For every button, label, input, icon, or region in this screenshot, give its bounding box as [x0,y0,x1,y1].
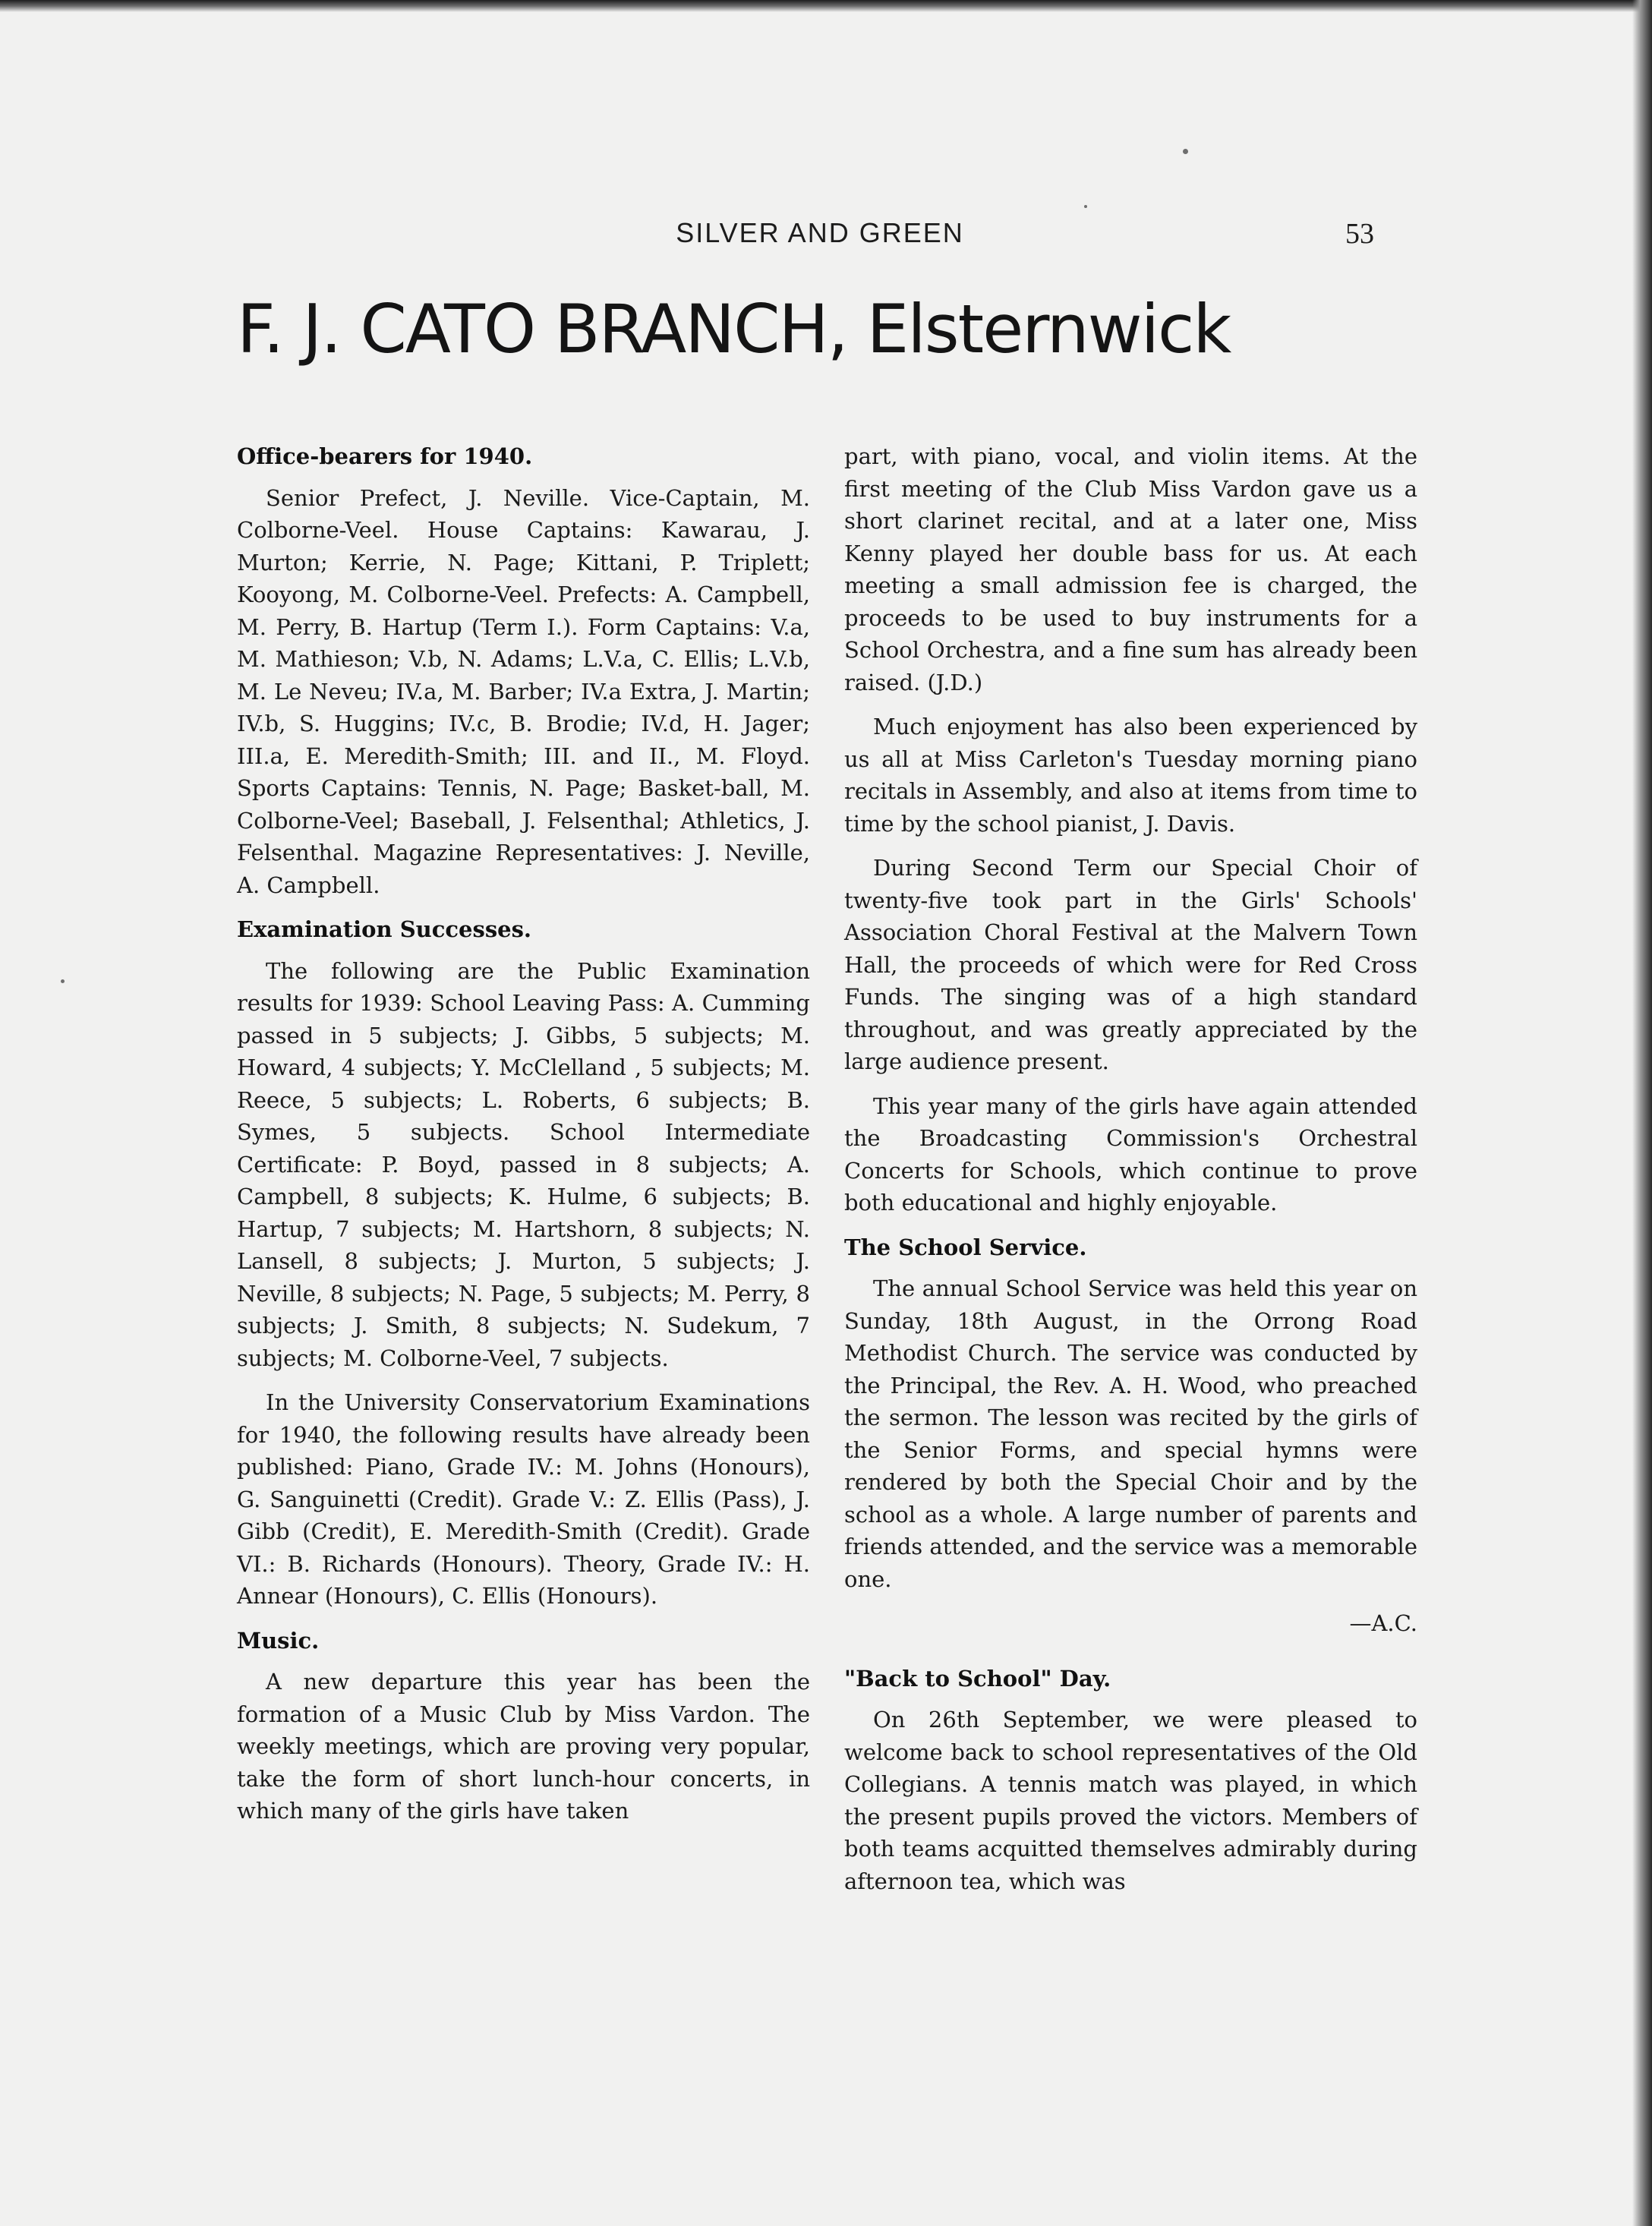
page-number: 53 [1345,218,1374,250]
office-bearers-heading: Office-bearers for 1940. [237,443,533,469]
left-column [237,440,810,1840]
school-service-paragraph: The annual School Service was held this year on Sunday, 18th August, in the Orrong Road Methodist Church. The service was conducted by the Principal, the Rev. A. H. Wood, who preached the sermon. The lesson was recited by the girls of the Senior Forms, and special hymns were rendered by both the Special Choir and by the school as a whole. A large number of parents and friends attended, and the service was a memorable one. [844,1275,1417,1592]
page-right-edge-shadow [1632,0,1652,2226]
piano-recitals-paragraph: Much enjoyment has also been experienced by us all at Miss Carleton's Tuesday morning piano recitals in Assembly, and also at items from time to time by the school pianist, J. Davis. [844,714,1417,837]
choral-festival-paragraph: During Second Term our Special Choir of twenty-five took part in the Girls' Schools' Association Choral Festival at the Malvern Town Hall, the proceeds of which were for Red Cross Funds. The singing was of a high standard throughout, and was greatly appreciated by the large audience present. [844,855,1417,1074]
right-column [844,440,1417,1909]
examination-results-paragraph: The following are the Public Examination results for 1939: School Leaving Pass: A. Cumming passed in 5 subjects; J. Gibbs, 5 subjects; M. Howard, 4 subjects; Y. McClelland , 5 subjects; M. Reece, 5 subjects; L. Roberts, 6 subjects; B. Symes, 5 subjects. School Intermediate Certificate: P. Boyd, passed in 8 subjects; A. Campbell, 8 subjects; K. Hulme, 6 subjects; B. Hartup, 7 subjects; M. Hartshorn, 8 subjects; N. Lansell, 8 subjects; J. Murton, 5 subjects; J. Neville, 8 subjects; N. Page, 5 subjects; M. Perry, 8 subjects; J. Smith, 8 subjects; N. Sudekum, 7 subjects; M. Colborne-Veel, 7 subjects. [237,957,810,1371]
back-to-school-paragraph: On 26th September, we were pleased to welcome back to school representatives of the Old Collegians. A tennis match was played, in which the present pupils proved the victors. Members of both teams acquitted themselves admirably during afternoon tea, which was [844,1707,1417,1894]
music-club-paragraph: A new departure this year has been the formation of a Music Club by Miss Vardon. The weekly meetings, which are proving very popular, take the form of short lunch-hour concerts, in which many of the girls have taken [237,1669,810,1824]
back-to-school-heading: "Back to School" Day. [844,1665,1111,1692]
music-heading: Music. [237,1627,320,1654]
running-head: SILVER AND GREEN [676,217,964,248]
conservatorium-results-paragraph: In the University Conservatorium Examinations for 1940, the following results have already been published: Piano, Grade IV.: M. Johns (Honours), G. Sanguinetti (Credit). Grade V.: Z. Ellis (Pass), J. Gibb (Credit), E. Meredith-Smith (Credit). Grade VI.: B. Richards (Honours). Theory, Grade IV.: H. Annear (Honours), C. Ellis (Honours). [237,1389,810,1609]
broadcasting-concerts-paragraph: This year many of the girls have again attended the Broadcasting Commission's Orchestral Concerts for Schools, which continue to prove both educational and highly enjoyable. [844,1093,1417,1215]
dust-speck [1183,149,1188,154]
dust-speck [1084,205,1087,208]
office-bearers-paragraph: Senior Prefect, J. Neville. Vice-Captain, M. Colborne-Veel. House Captains: Kawarau, J. Murton; Kerrie, N. Page; Kittani, P. Triplett; Kooyong, M. Colborne-Veel. Prefects: A. Campbell, M. Perry, B. Hartup (Term I.). Form Captains: V.a, M. Mathieson; V.b, N. Adams; L.V.a, C. Ellis; L.V.b, M. Le Neveu; IV.a, M. Barber; IV.a Extra, J. Martin; IV.b, S. Huggins; IV.c, B. Brodie; IV.d, H. Jager; III.a, E. Meredith-Smith; III. and II., M. Floyd. Sports Captains: Tennis, N. Page; Basket-ball, M. Colborne-Veel; Baseball, J. Felsenthal; Athletics, J. Felsenthal. Magazine Representatives: J. Neville, A. Campbell. [237,484,810,898]
school-service-signature: —A.C. [1349,1610,1417,1636]
dust-speck [61,979,65,983]
page-top-edge-shadow [0,0,1652,12]
music-club-paragraph-continued: part, with piano, vocal, and violin items. At the first meeting of the Club Miss Vardon gave us a short clarinet recital, and at a later one, Miss Kenny played her double bass for us. At each meeting a small admission fee is charged, the proceeds to be used to buy instruments for a School Orchestra, and a fine sum has already been raised. (J.D.) [844,443,1417,695]
article-title: F. J. CATO BRANCH, Elsternwick [237,290,1231,368]
examination-successes-heading: Examination Successes. [237,916,532,942]
school-service-heading: The School Service. [844,1234,1087,1260]
